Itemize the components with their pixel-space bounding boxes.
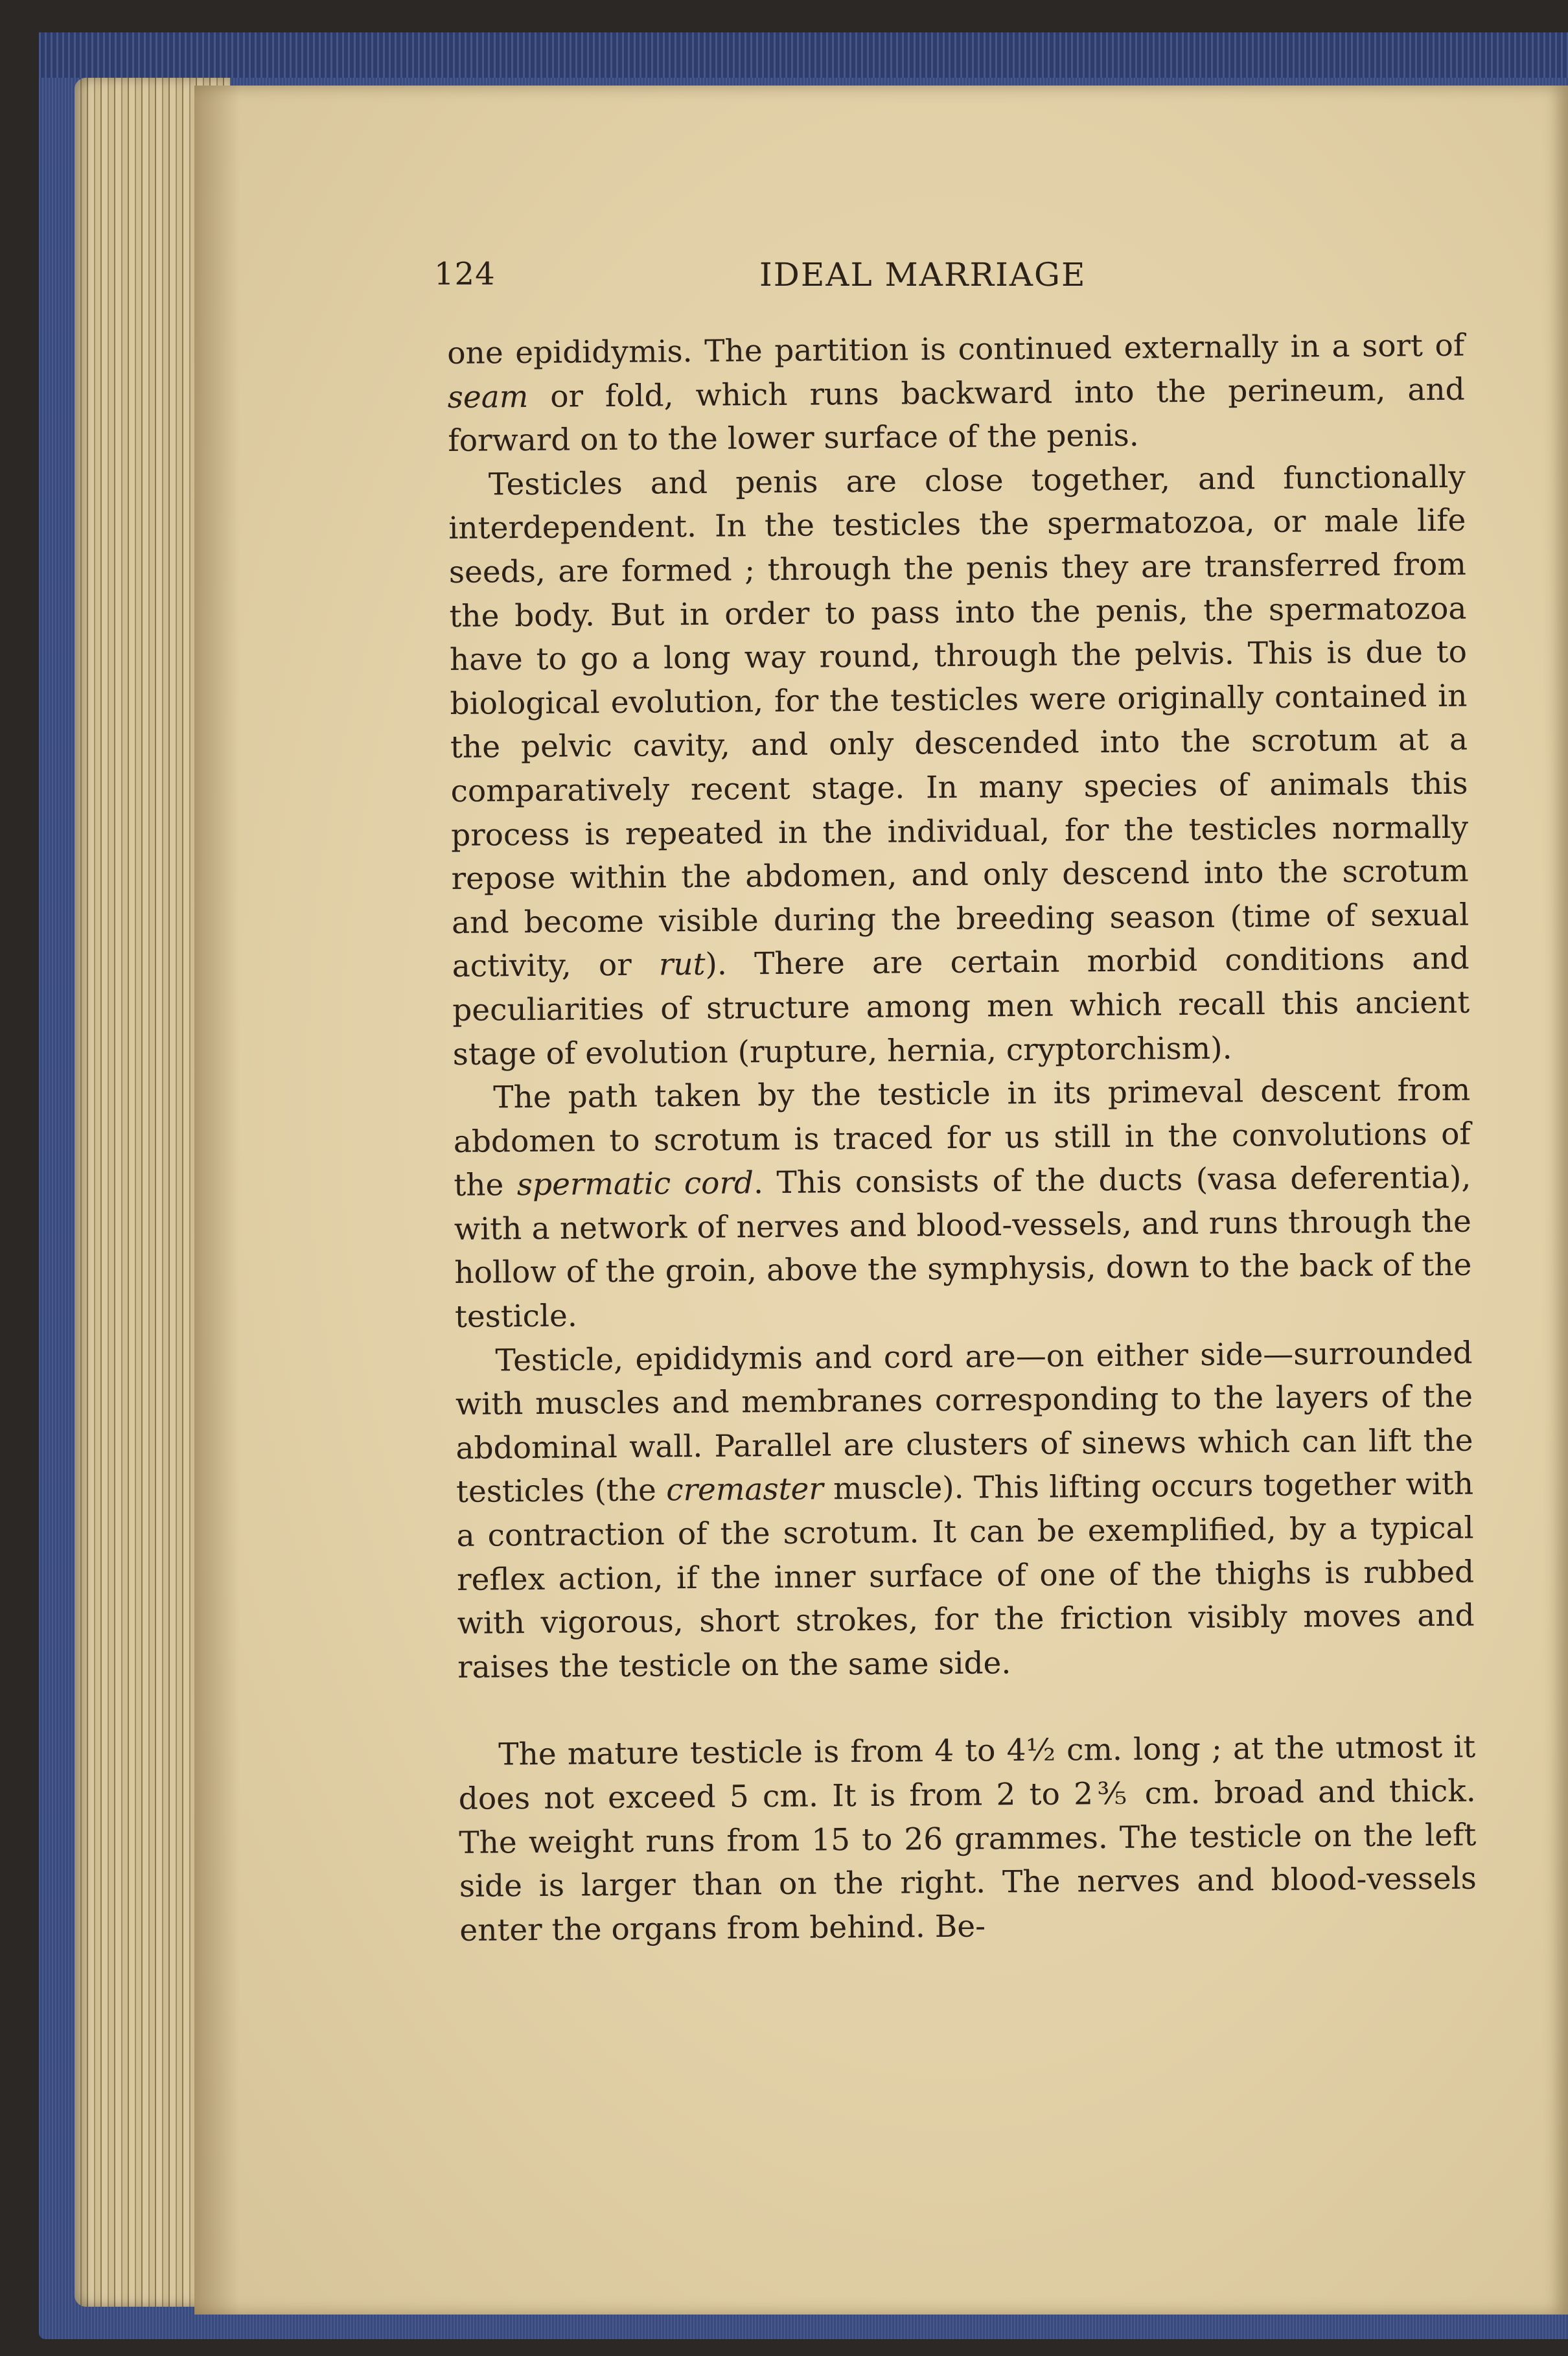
page-number: 124 [434, 256, 496, 292]
book-cover-top-edge [39, 32, 1568, 78]
paragraph-1-text-b: or fold, which runs backward into the perineum, and forward on to the lower surface of the penis. [448, 371, 1465, 459]
paragraph-3 [453, 1068, 1472, 1339]
page-gutter-shadow [194, 86, 240, 2315]
paragraph-4-italic-cremaster: cremaster [666, 1471, 824, 1508]
paragraph-2-text-b: ). There are certain morbid conditions and peculiarities of structure among men which recall this ancient stage of evolution (rupture, hernia, cryptorchism). [452, 940, 1470, 1072]
paragraph-1 [447, 324, 1466, 463]
paragraph-2-text-a: Testicles and penis are close together, and functionally interdependent. In the testicles the spermatozoa, or male life seeds, are formed ; through the penis they are transferred from the body. But in order to pass into the penis, the spermatozoa have to go a long way round, through the pelvis. This is due to biological evolution, for the testicles were originally contained in the pelvic cavity, and only descended into the scrotum at a comparatively recent stage. In many species of animals this process is repeated in the individual, for the testicles normally repose within the abdomen, and only descend into the scrotum and become visible during the breeding season (time of sexual activity, or [448, 459, 1470, 985]
paragraph-5-text: The mature testicle is from 4 to 4½ cm. long ; at the utmost it does not exceed 5 cm. It is from 2 to 2⅗ cm. broad and thick. The weight runs from 15 to 26 grammes. The testicle on the left side is larger than on the right. The nerves and blood-vessels enter the organs from behind. Be- [458, 1729, 1477, 1948]
running-head [434, 256, 1438, 308]
paragraph-4 [455, 1331, 1475, 1689]
paragraph-3-text-b: . This consists of the ducts (vasa deferentia), with a network of nerves and blood-vessels, and runs through the hollow of the groin, above the symphysis, down to the back of the testicle. [454, 1159, 1472, 1335]
paragraph-2-italic-rut: rut [658, 947, 706, 983]
paragraph-3-text-a: The path taken by the testicle in its primeval descent from abdomen to scrotum is traced for us still in the convolutions of the [453, 1072, 1471, 1204]
paragraph-1-text-a: one epididymis. The partition is continued externally in a sort of [447, 327, 1465, 371]
paragraph-5 [458, 1726, 1477, 1952]
paragraph-3-italic-cord: spermatic cord [516, 1165, 754, 1203]
paragraph-1-italic-seam: seam [447, 378, 529, 415]
paragraph-4-text-b: muscle). This lifting occurs together with a contraction of the scrotum. It can be exemplified, by a typical reflex action, if the inner surface of one of the thighs is rubbed with vigorous, short strokes, for the friction visibly moves and raises the testicle on the same side. [456, 1466, 1475, 1685]
paragraph-2 [448, 455, 1470, 1076]
paragraph-4-text-a: Testicle, epididymis and cord are—on either side—surrounded with muscles and membranes corresponding to the layers of the abdominal wall. Parallel are clusters of sinews which can lift the testicles (the [455, 1335, 1473, 1510]
page-title: IDEAL MARRIAGE [759, 256, 1087, 294]
body-text [447, 324, 1477, 1953]
